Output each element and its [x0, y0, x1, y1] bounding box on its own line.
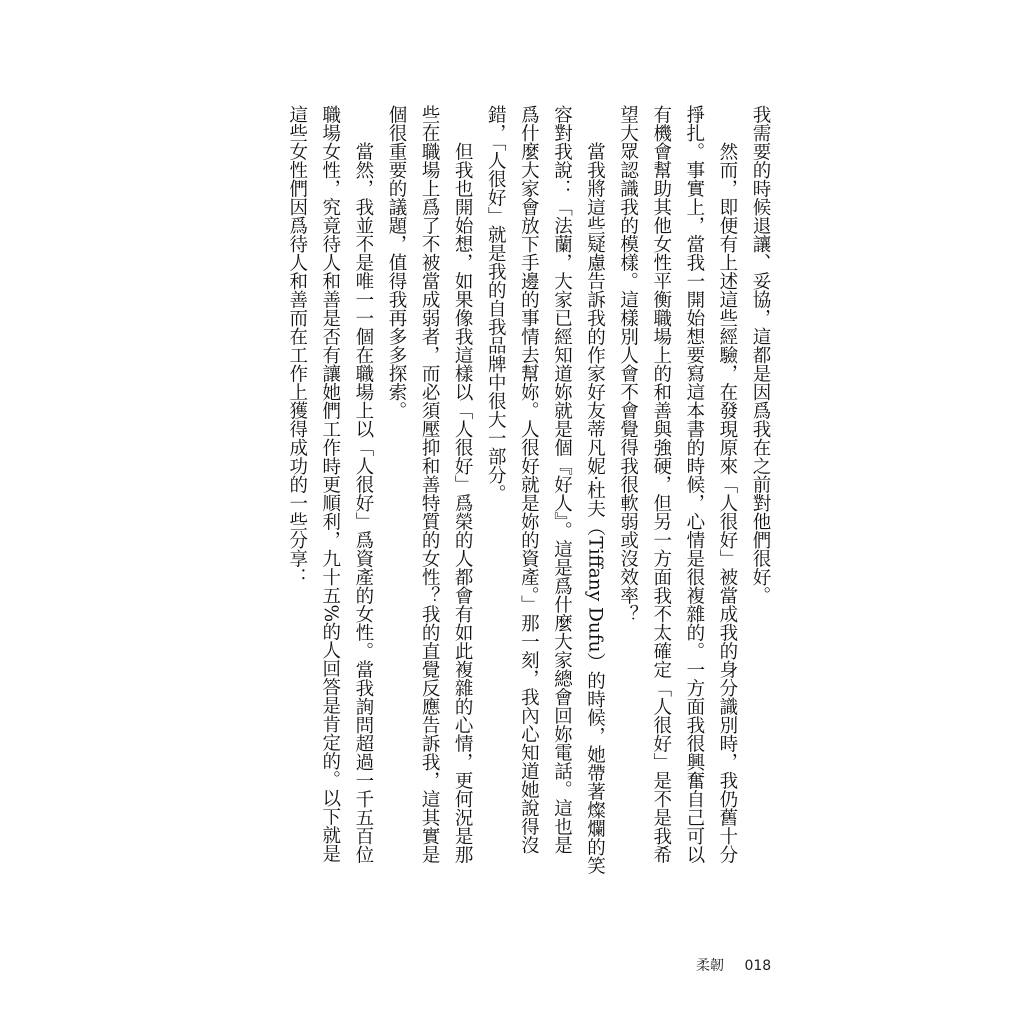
text-line: 當然，我並不是唯一一個在職場上以「人很好」爲資產的女性。當我詢問超過一千五百位: [352, 142, 374, 864]
text-line: 些在職場上爲了不被當成弱者，而必須壓抑和善特質的女性？我的直覺反應告訴我，這其實是: [419, 105, 441, 864]
text-line: 容對我說：「法蘭，大家已經知道妳就是個『好人』。這是爲什麼大家總會回妳電話。這也是: [551, 105, 573, 855]
page-number: 018: [744, 958, 772, 974]
text-line: 我需要的時候退讓、妥協，這都是因爲我在之前對他們很好。: [750, 105, 771, 605]
running-title: 柔韌: [696, 958, 724, 974]
text-line: 錯，「人很好」就是我的自我品牌中很大一部分。: [485, 105, 507, 503]
text-line: 這些女性們因爲待人和善而在工作上獲得成功的一些分享：: [286, 105, 308, 586]
text-line: 個很重要的議題，值得我再多多探索。: [385, 105, 407, 420]
text-line: 掙扎。事實上，當我一開始想要寫這本書的時候，心情是很複雜的。一方面我很興奮自己可以: [683, 105, 705, 864]
text-line: 有機會幫助其他女性平衡職場上的和善與強硬，但另一方面我不太確定「人很好」是不是我希: [650, 105, 672, 864]
page-body: [280, 105, 777, 880]
text-line: 望大眾認識我的模樣。這樣別人會不會覺得我很軟弱或沒效率？: [617, 105, 639, 623]
text-line: 職場女性，究竟待人和善是否有讓她們工作時更順利，九十五%的人回答是肯定的。以下就是: [319, 105, 341, 863]
page-footer: [696, 955, 771, 975]
text-line: 爲什麼大家會放下手邊的事情去幫妳。人很好就是妳的資產。」那一刻，我內心知道她說得沒: [518, 105, 540, 855]
text-line: 但我也開始想，如果像我這樣以「人很好」爲榮的人都會有如此複雜的心情，更何況是那: [452, 142, 474, 864]
text-line: 然而，即便有上述這些經驗，在發現原來「人很好」被當成我的身分識別時，我仍舊十分: [716, 142, 738, 864]
text-line: 當我將這些疑慮告訴我的作家好友蒂凡妮·杜夫（Tiffany Dufu）的時候，她帶著燦爛的笑: [584, 142, 606, 875]
